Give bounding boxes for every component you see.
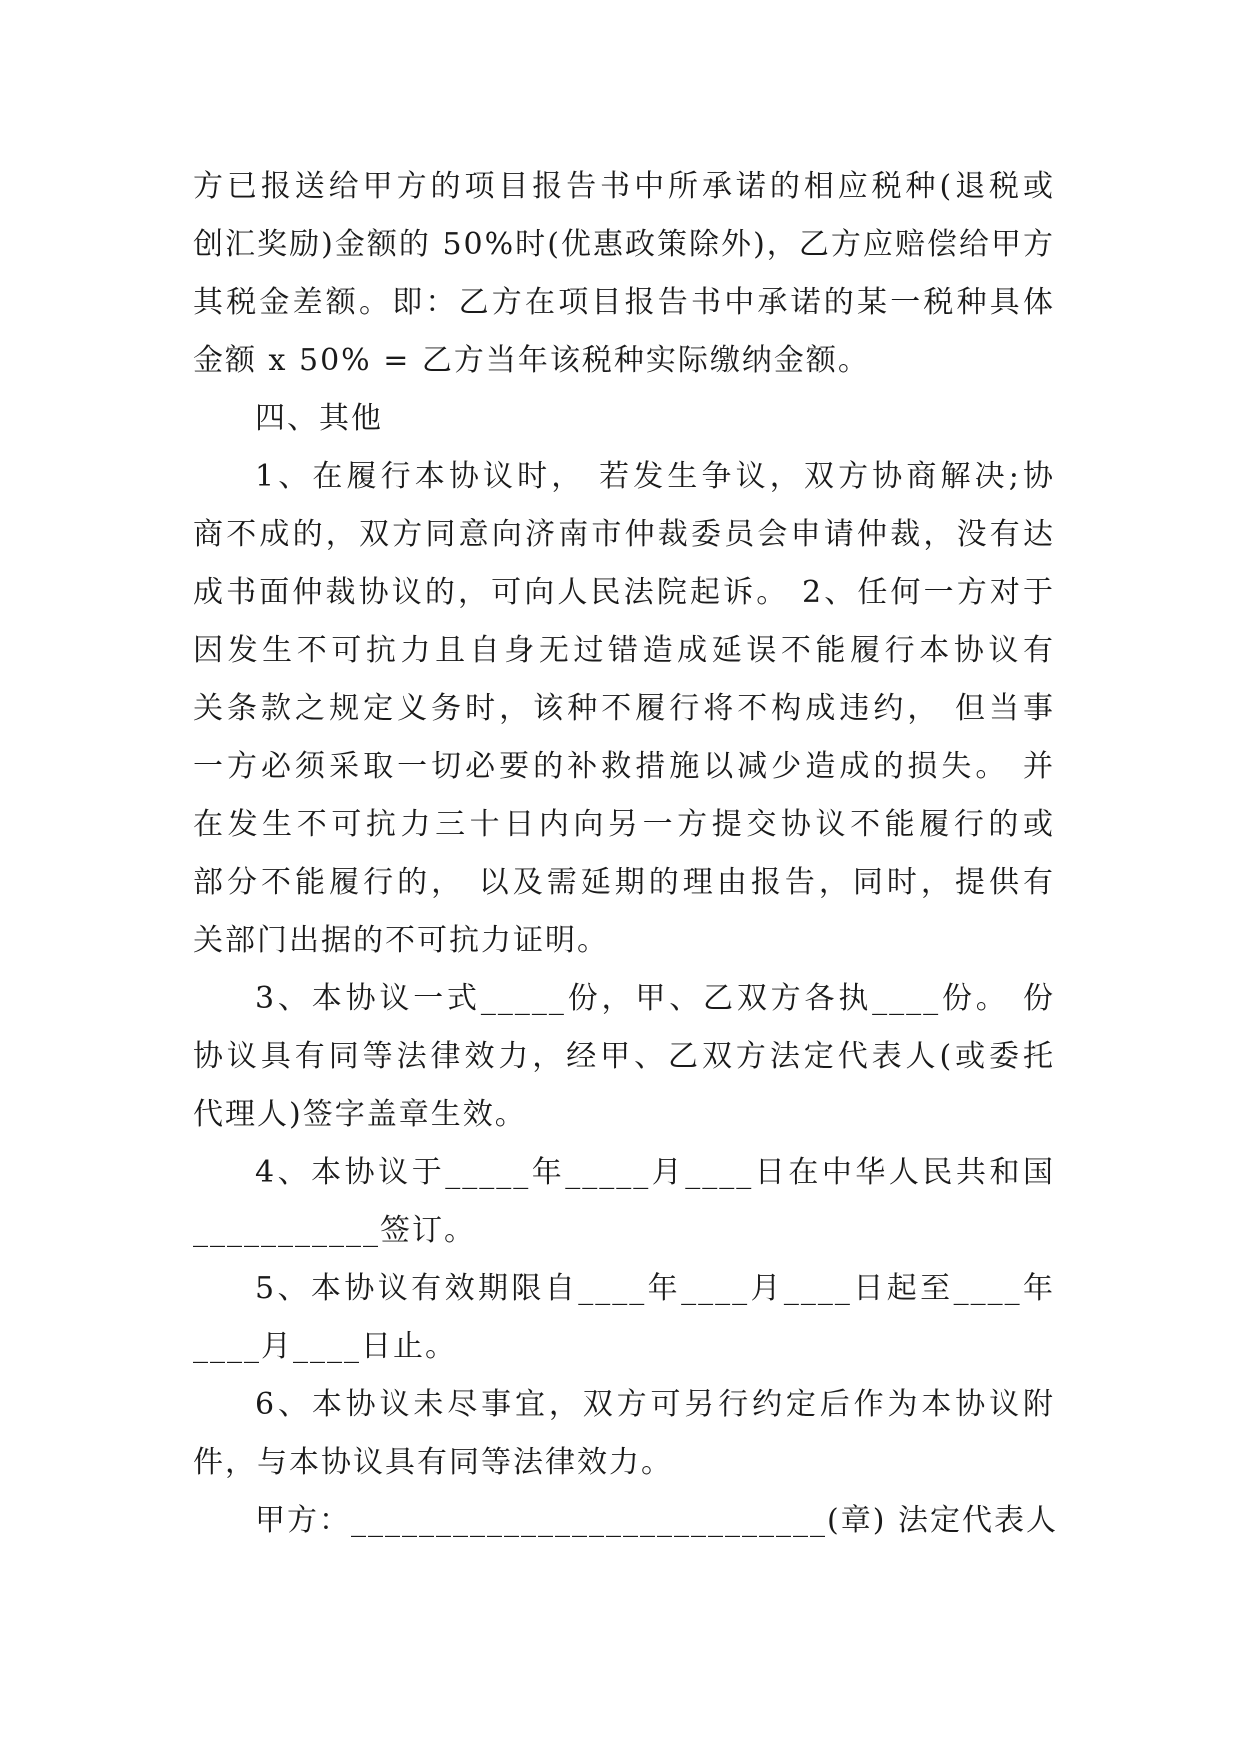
text-line: 成书面仲裁协议的，可向人民法院起诉。 2、任何一方对于 [193,575,1055,610]
text-line: 商不成的，双方同意向济南市仲裁委员会申请仲裁，没有达 [193,517,1055,552]
text-line: 金额 x 50% = 乙方当年该税种实际缴纳金额。 [193,343,870,378]
text-line: ____月____日止。 [193,1329,457,1364]
text-line: 因发生不可抗力且自身无过错造成延误不能履行本协议有 [193,633,1055,668]
text-line: 3、本协议一式_____份，甲、乙双方各执____份。 份 [255,981,1055,1016]
text-line: 在发生不可抗力三十日内向另一方提交协议不能履行的或 [193,807,1055,842]
text-line: 甲方：____________________________(章) 法定代表人 [255,1503,1058,1538]
text-line: 一方必须采取一切必要的补救措施以减少造成的损失。 并 [193,749,1055,784]
text-line: 部分不能履行的， 以及需延期的理由报告，同时，提供有 [193,865,1055,900]
text-line: 关部门出据的不可抗力证明。 [193,923,609,958]
text-line: 6、本协议未尽事宜，双方可另行约定后作为本协议附 [255,1387,1055,1422]
text-line: 1、在履行本协议时， 若发生争议，双方协商解决;协 [255,459,1055,494]
text-line: 4、本协议于_____年_____月____日在中华人民共和国 [255,1155,1055,1190]
text-line: 代理人)签字盖章生效。 [193,1097,527,1132]
text-line: 件，与本协议具有同等法律效力。 [193,1445,673,1480]
text-line: 协议具有同等法律效力，经甲、乙双方法定代表人(或委托 [193,1039,1055,1074]
text-line: 关条款之规定义务时，该种不履行将不构成违约， 但当事 [193,691,1055,726]
text-line: 创汇奖励)金额的 50%时(优惠政策除外)，乙方应赔偿给甲方 [193,227,1055,262]
text-line: 四、其他 [255,401,383,436]
text-line: ___________签订。 [193,1213,476,1248]
text-line: 5、本协议有效期限自____年____月____日起至____年 [255,1271,1055,1306]
text-line: 方已报送给甲方的项目报告书中所承诺的相应税种(退税或 [193,169,1055,204]
text-line: 其税金差额。即：乙方在项目报告书中承诺的某一税种具体 [193,285,1055,320]
agreement-body [193,158,1058,1550]
